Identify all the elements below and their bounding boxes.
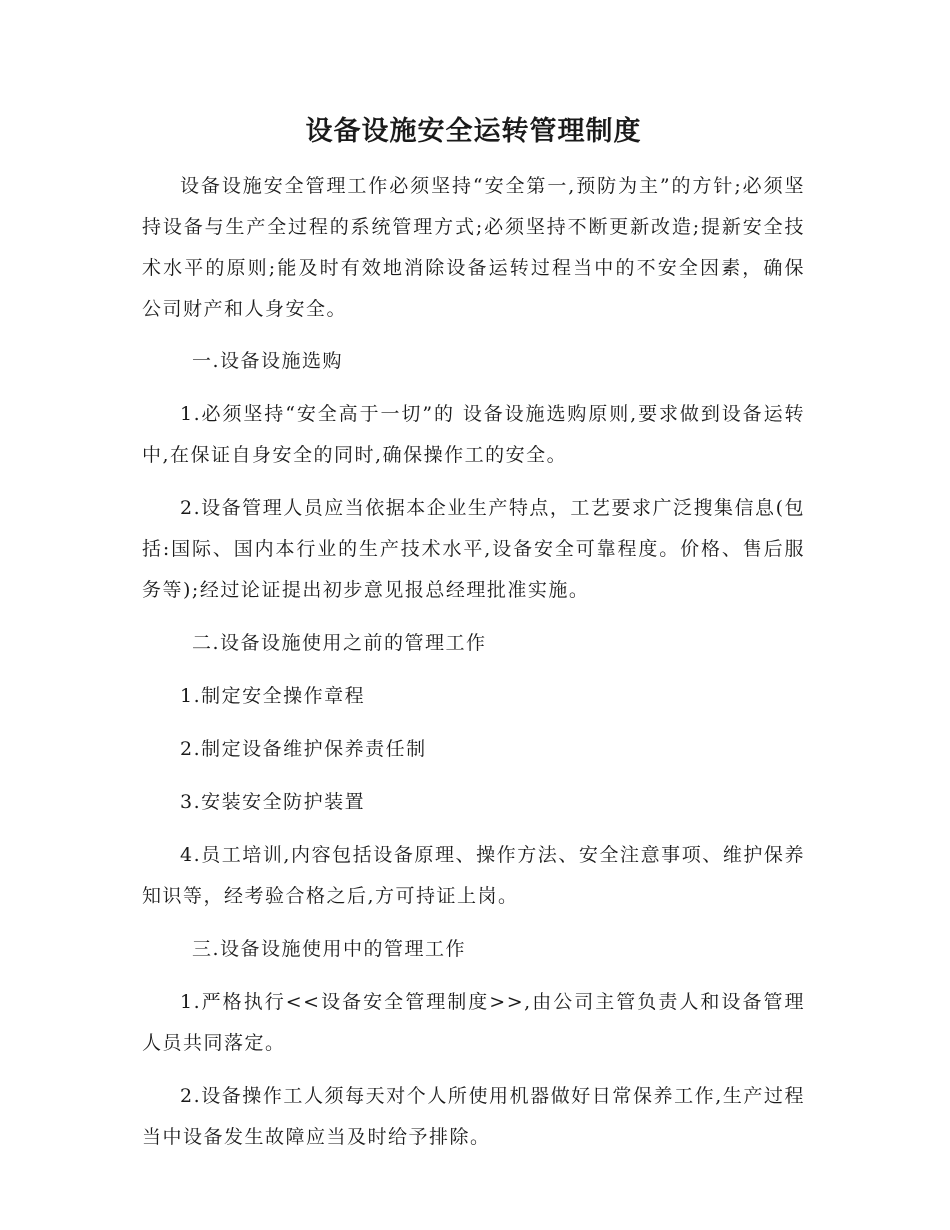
document-title: 设备设施安全运转管理制度 [305,116,642,147]
section-heading: 二.设备设施使用之前的管理工作 [192,632,487,654]
list-item: 2.制定设备维护保养责任制 [180,738,427,760]
section-1 [142,341,805,611]
section-3 [142,929,805,1158]
list-item: 2.设备管理人员应当依据本企业生产特点，工艺要求广泛搜集信息(包括:国际、国内本行业的生产技术水平,设备安全可靠程度。价格、售后服务等);经过论证提出初步意见报总经理批准实施。 [142,497,805,601]
section-heading: 一.设备设施选购 [192,350,344,372]
intro-paragraph: 设备设施安全管理工作必须坚持“安全第一,预防为主”的方针;必须坚持设备与生产全过程的系统管理方式;必须坚持不断更新改造;提新安全技术水平的原则;能及时有效地消除设备运转过程当中的不安全因素，确保公司财产和人身安全。 [142,175,805,320]
list-item: 3.安装安全防护装置 [180,791,366,813]
list-item: 1.制定安全操作章程 [180,685,366,707]
list-item: 1.严格执行<<设备安全管理制度>>,由公司主管负责人和设备管理人员共同落定。 [142,991,805,1054]
list-item: 2.设备操作工人须每天对个人所使用机器做好日常保养工作,生产过程当中设备发生故障应当及时给予排除。 [142,1085,805,1148]
section-heading: 三.设备设施使用中的管理工作 [192,938,467,960]
list-item: 4.员工培训,内容包括设备原理、操作方法、安全注意事项、维护保养知识等，经考验合格之后,方可持证上岗。 [142,844,805,907]
section-2 [142,623,805,917]
list-item: 1.必须坚持“安全高于一切”的 设备设施选购原则,要求做到设备运转中,在保证自身安全的同时,确保操作工的安全。 [142,403,805,466]
